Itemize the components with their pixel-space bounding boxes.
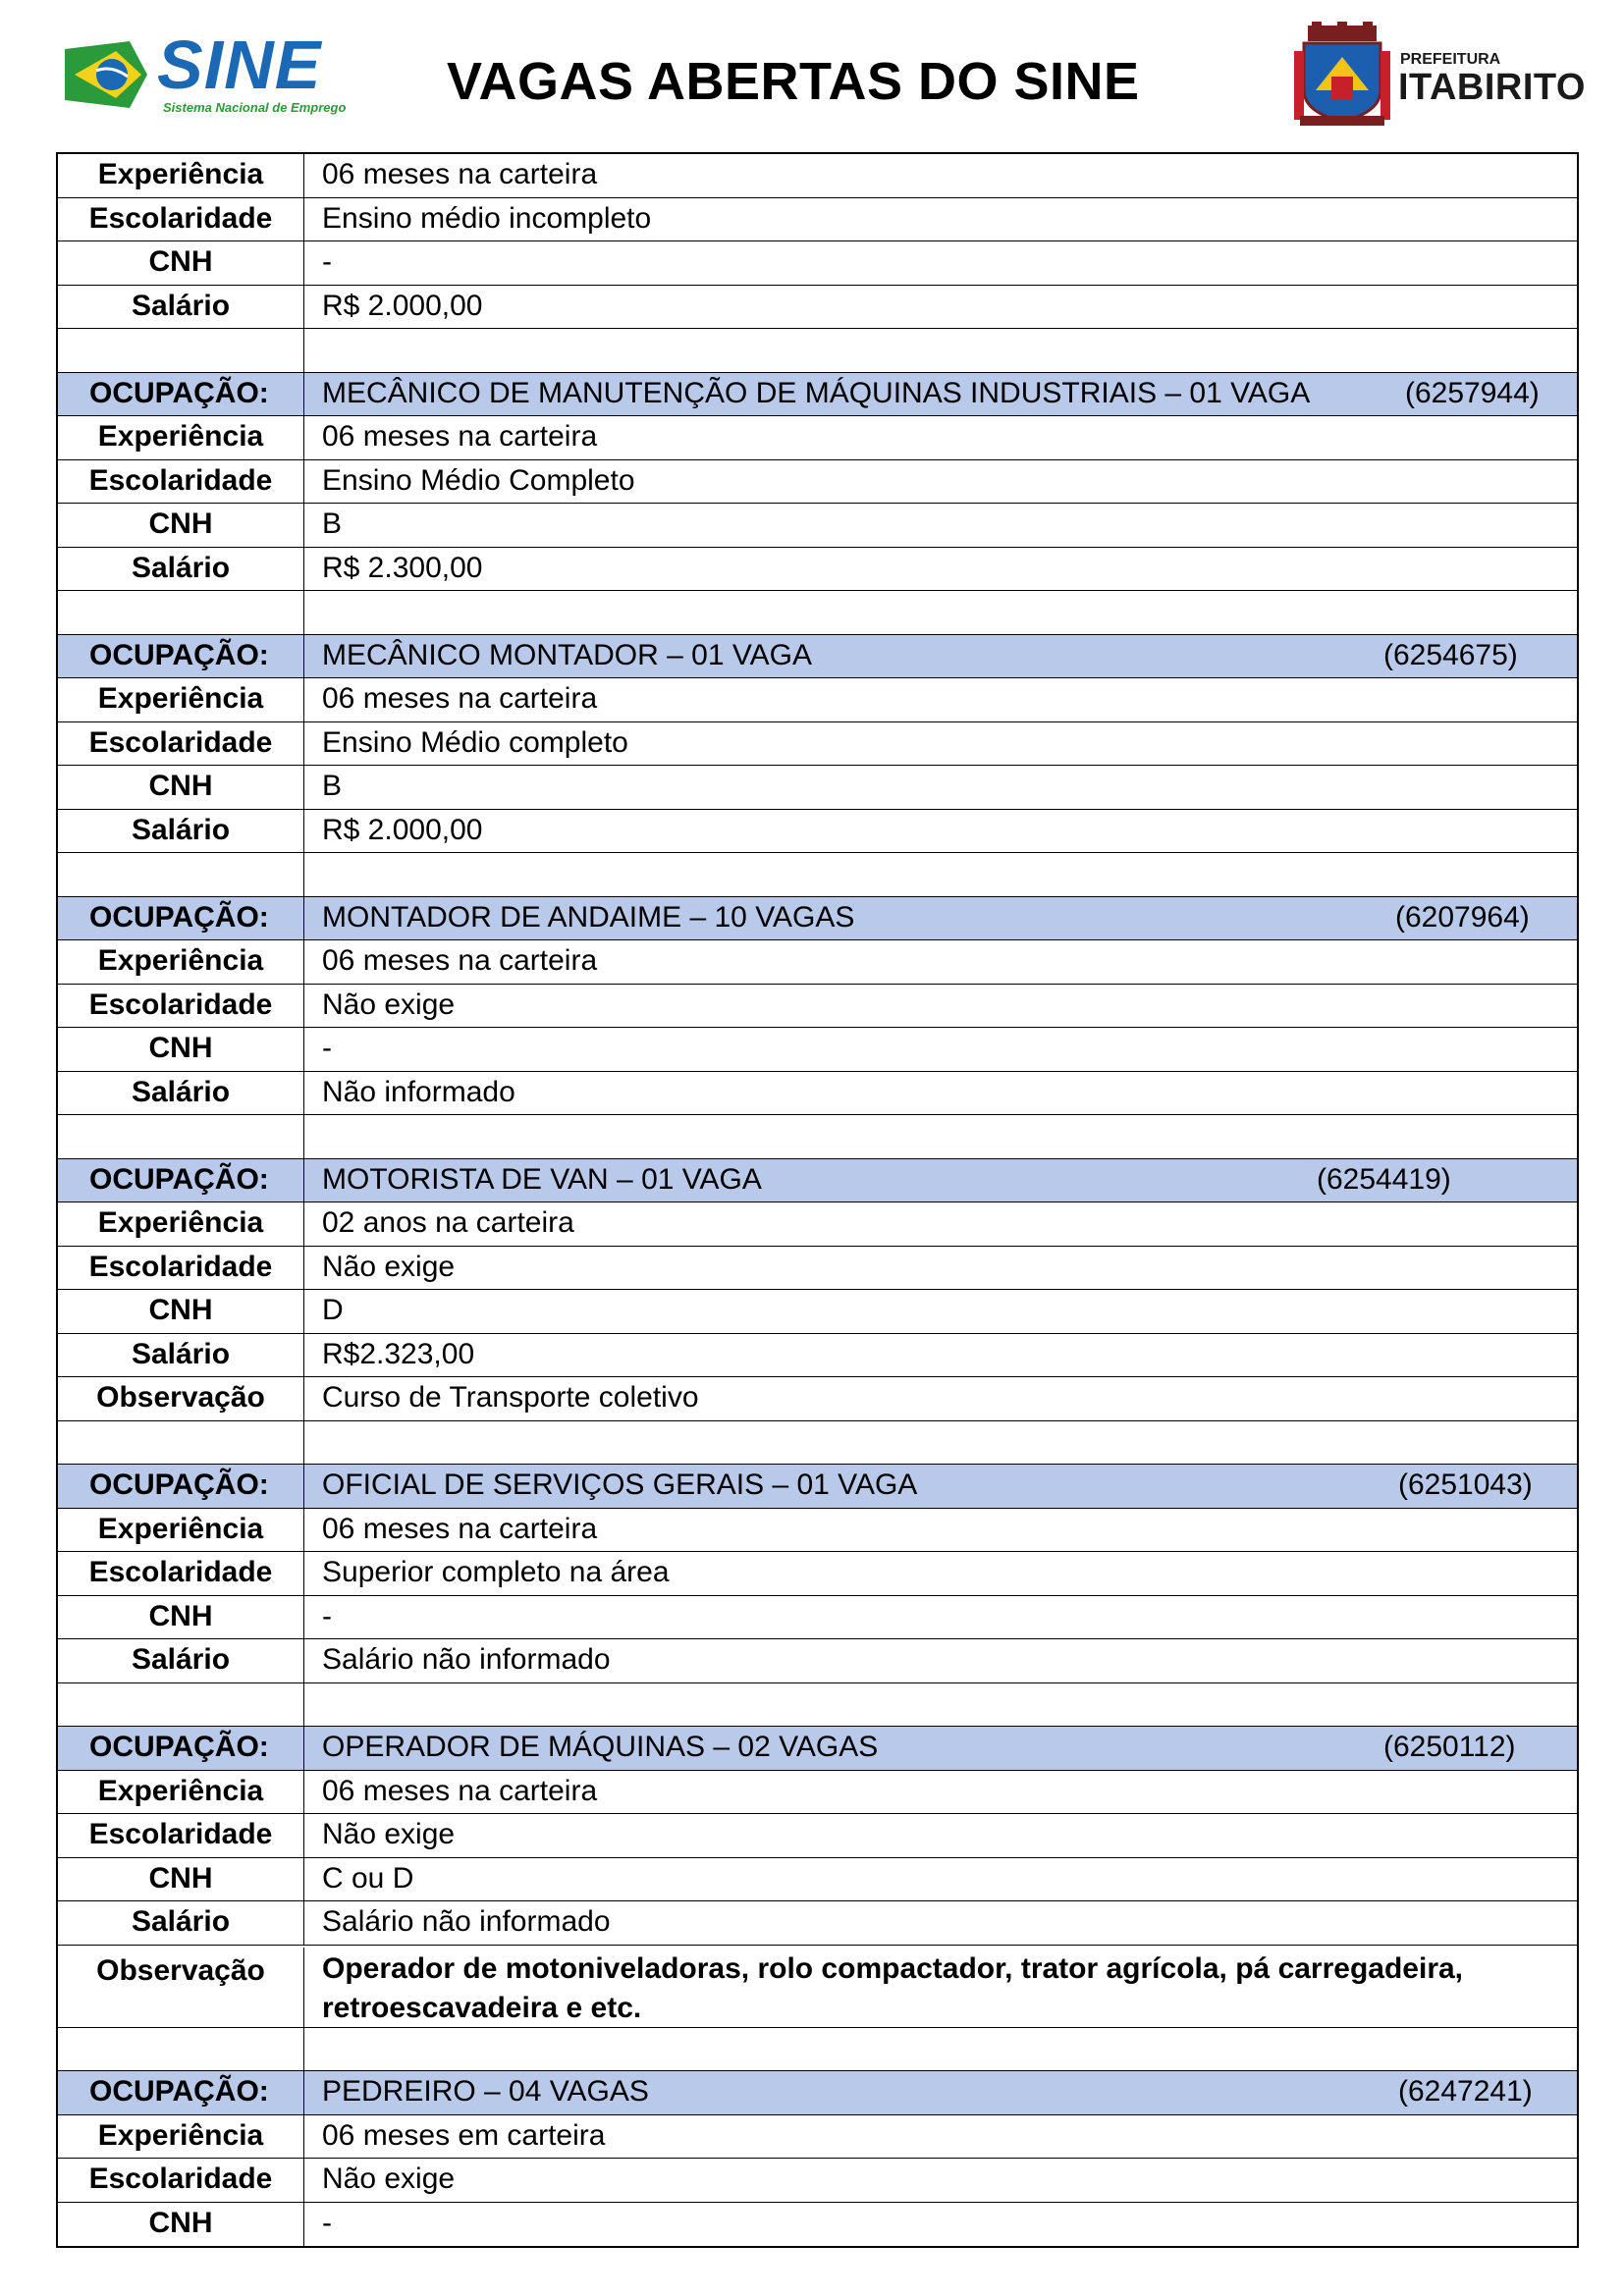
row-label: Escolaridade: [58, 2159, 304, 2202]
row-value: Salário não informado: [322, 1905, 611, 1938]
occupation-label: OCUPAÇÃO:: [58, 635, 304, 678]
vacancy-code: (6250112): [1383, 1731, 1516, 1763]
table-row: [58, 1596, 1577, 1640]
vacancy-code: (6257944): [1405, 376, 1540, 409]
row-label: CNH: [58, 1290, 304, 1333]
table-row: [58, 504, 1577, 548]
table-row: [58, 1858, 1577, 1902]
row-label: Escolaridade: [58, 1814, 304, 1857]
row-value: R$ 2.300,00: [322, 551, 483, 584]
row-value: -: [322, 2206, 332, 2239]
row-label: Escolaridade: [58, 198, 304, 241]
row-label: Salário: [58, 548, 304, 591]
vacancy-code: (6254419): [1317, 1162, 1451, 1196]
row-label: [58, 853, 304, 896]
occupation-cell: [304, 373, 1577, 416]
row-value: [304, 2028, 1577, 2071]
row-value: 06 meses na carteira: [322, 1774, 598, 1807]
spacer-row: [58, 1421, 1577, 1466]
row-label: Experiência: [58, 416, 304, 459]
occupation-label: OCUPAÇÃO:: [58, 1159, 304, 1202]
row-value: 06 meses na carteira: [322, 1512, 598, 1545]
table-row: [58, 548, 1577, 592]
occupation-cell: [304, 897, 1577, 940]
row-value: [304, 329, 1577, 372]
occupation-label: OCUPAÇÃO:: [58, 1727, 304, 1770]
occupation-cell: [304, 635, 1577, 678]
row-label: Salário: [58, 1639, 304, 1682]
occupation-row: [58, 897, 1577, 941]
occupation-cell: [304, 1159, 1577, 1202]
row-value: 06 meses em carteira: [322, 2118, 606, 2152]
table-row: [58, 766, 1577, 810]
vacancy-code: (6207964): [1395, 900, 1530, 934]
row-label: Escolaridade: [58, 460, 304, 504]
row-label: CNH: [58, 504, 304, 547]
row-value: Não exige: [322, 1818, 456, 1850]
occupation-row: [58, 635, 1577, 679]
table-row: [58, 985, 1577, 1029]
row-value: 06 meses na carteira: [322, 682, 598, 715]
row-value: [304, 1683, 1577, 1727]
row-label: Escolaridade: [58, 1552, 304, 1595]
row-label: [58, 329, 304, 372]
row-label: Experiência: [58, 1771, 304, 1814]
row-label: Experiência: [58, 2115, 304, 2159]
page-title: VAGAS ABERTAS DO SINE: [447, 52, 1140, 111]
row-value: -: [322, 1599, 332, 1632]
row-label: Salário: [58, 810, 304, 853]
table-row: [58, 1771, 1577, 1815]
row-label: Experiência: [58, 1509, 304, 1552]
vacancy-code: (6254675): [1383, 638, 1518, 671]
row-value: 06 meses na carteira: [322, 420, 598, 453]
occupation-label: OCUPAÇÃO:: [58, 2071, 304, 2114]
row-label: CNH: [58, 241, 304, 285]
row-label: [58, 1683, 304, 1727]
spacer-row: [58, 1115, 1577, 1159]
row-label: Observação: [58, 1377, 304, 1420]
table-row: [58, 1552, 1577, 1596]
table-row: [58, 1028, 1577, 1072]
row-value: Ensino Médio completo: [322, 725, 628, 759]
occupation-title: OFICIAL DE SERVIÇOS GERAIS – 01 VAGA: [322, 1468, 918, 1501]
vacancy-code: (6247241): [1398, 2075, 1533, 2108]
row-value: Operador de motoniveladoras, rolo compactador, trator agrícola, pá carregadeira, retroescavadeira e etc.: [322, 1951, 1464, 2024]
occupation-cell: [304, 1727, 1577, 1770]
occupation-row: [58, 2071, 1577, 2115]
sine-logo-text: SINE: [157, 27, 322, 103]
sine-logo: [61, 27, 347, 122]
row-label: Escolaridade: [58, 722, 304, 766]
city-crest-icon: [1294, 22, 1390, 130]
spacer-row: [58, 591, 1577, 635]
occupation-label: OCUPAÇÃO:: [58, 373, 304, 416]
row-label: Experiência: [58, 678, 304, 721]
table-row: [58, 1639, 1577, 1683]
row-value: R$2.323,00: [322, 1337, 475, 1370]
page-header: [0, 0, 1624, 147]
row-value: Ensino Médio Completo: [322, 463, 635, 497]
table-row: [58, 1946, 1577, 2028]
row-value: 02 anos na carteira: [322, 1206, 574, 1239]
row-label: Experiência: [58, 940, 304, 984]
table-row: [58, 154, 1577, 198]
row-value: D: [322, 1294, 344, 1326]
occupation-label: OCUPAÇÃO:: [58, 1465, 304, 1508]
vacancy-code: (6251043): [1398, 1468, 1533, 1501]
row-label: Escolaridade: [58, 985, 304, 1028]
row-label: CNH: [58, 766, 304, 809]
prefeitura-logo: [1294, 22, 1586, 130]
row-label: [58, 1421, 304, 1465]
table-row: [58, 2115, 1577, 2160]
prefeitura-label: PREFEITURA: [1400, 51, 1501, 68]
row-label: Salário: [58, 1901, 304, 1945]
row-value: R$ 2.000,00: [322, 289, 483, 322]
row-label: [58, 1115, 304, 1158]
table-row: [58, 1247, 1577, 1291]
row-label: CNH: [58, 2203, 304, 2247]
occupation-label: OCUPAÇÃO:: [58, 897, 304, 940]
occupation-title: MOTORISTA DE VAN – 01 VAGA: [322, 1162, 762, 1196]
table-row: [58, 460, 1577, 505]
table-row: [58, 2203, 1577, 2247]
table-row: [58, 1202, 1577, 1247]
occupation-title: PEDREIRO – 04 VAGAS: [322, 2075, 649, 2108]
sine-logo-subtitle: Sistema Nacional de Emprego: [163, 100, 347, 115]
table-row: [58, 1290, 1577, 1334]
spacer-row: [58, 1683, 1577, 1728]
row-value: Não exige: [322, 2163, 456, 2195]
row-label: [58, 591, 304, 634]
row-label: Experiência: [58, 154, 304, 197]
table-row: [58, 678, 1577, 722]
occupation-row: [58, 373, 1577, 417]
table-row: [58, 940, 1577, 985]
spacer-row: [58, 329, 1577, 373]
occupation-cell: [304, 2071, 1577, 2114]
row-value: Salário não informado: [322, 1643, 611, 1676]
table-row: [58, 1901, 1577, 1946]
table-row: [58, 1334, 1577, 1378]
spacer-row: [58, 853, 1577, 897]
row-label: Salário: [58, 1334, 304, 1377]
occupation-cell: [304, 1465, 1577, 1508]
occupation-row: [58, 1465, 1577, 1509]
row-value: [304, 1421, 1577, 1465]
table-row: [58, 810, 1577, 854]
row-value: -: [322, 1032, 332, 1064]
table-row: [58, 198, 1577, 242]
table-row: [58, 1377, 1577, 1421]
table-row: [58, 1509, 1577, 1553]
row-value: [304, 591, 1577, 634]
row-label: Salário: [58, 286, 304, 329]
row-value: 06 meses na carteira: [322, 158, 598, 190]
row-value: [304, 853, 1577, 896]
row-value: Superior completo na área: [322, 1556, 670, 1588]
table-row: [58, 286, 1577, 330]
row-value: Não exige: [322, 988, 456, 1021]
occupation-row: [58, 1159, 1577, 1203]
row-value: [304, 1115, 1577, 1158]
table-row: [58, 722, 1577, 767]
row-label: Salário: [58, 1072, 304, 1115]
row-value: -: [322, 245, 332, 278]
row-value: B: [322, 770, 343, 802]
occupation-title: MECÂNICO MONTADOR – 01 VAGA: [322, 638, 812, 671]
brazil-flag-icon: [61, 35, 151, 116]
occupation-title: OPERADOR DE MÁQUINAS – 02 VAGAS: [322, 1731, 879, 1763]
table-row: [58, 416, 1577, 460]
row-value: Ensino médio incompleto: [322, 201, 652, 235]
table-row: [58, 1072, 1577, 1116]
row-value: Não informado: [322, 1075, 515, 1108]
row-value: 06 meses na carteira: [322, 944, 598, 977]
row-label: Experiência: [58, 1202, 304, 1246]
row-label: CNH: [58, 1028, 304, 1071]
occupation-title: MECÂNICO DE MANUTENÇÃO DE MÁQUINAS INDUSTRIAIS – 01 VAGA: [322, 376, 1311, 409]
row-value: B: [322, 507, 343, 540]
row-label: Observação: [58, 1948, 304, 2027]
row-value: Não exige: [322, 1250, 456, 1283]
row-label: [58, 2028, 304, 2071]
row-value: C ou D: [322, 1861, 414, 1895]
occupation-row: [58, 1727, 1577, 1771]
row-value: R$ 2.000,00: [322, 813, 483, 846]
prefeitura-city: ITABIRITO: [1398, 67, 1586, 108]
row-label: Escolaridade: [58, 1247, 304, 1290]
row-value: Curso de Transporte coletivo: [322, 1381, 699, 1414]
spacer-row: [58, 2028, 1577, 2072]
table-row: [58, 241, 1577, 286]
row-label: CNH: [58, 1596, 304, 1639]
table-row: [58, 1814, 1577, 1858]
job-openings-table: [56, 152, 1579, 2248]
occupation-title: MONTADOR DE ANDAIME – 10 VAGAS: [322, 900, 855, 934]
row-label: CNH: [58, 1858, 304, 1901]
table-row: [58, 2159, 1577, 2203]
